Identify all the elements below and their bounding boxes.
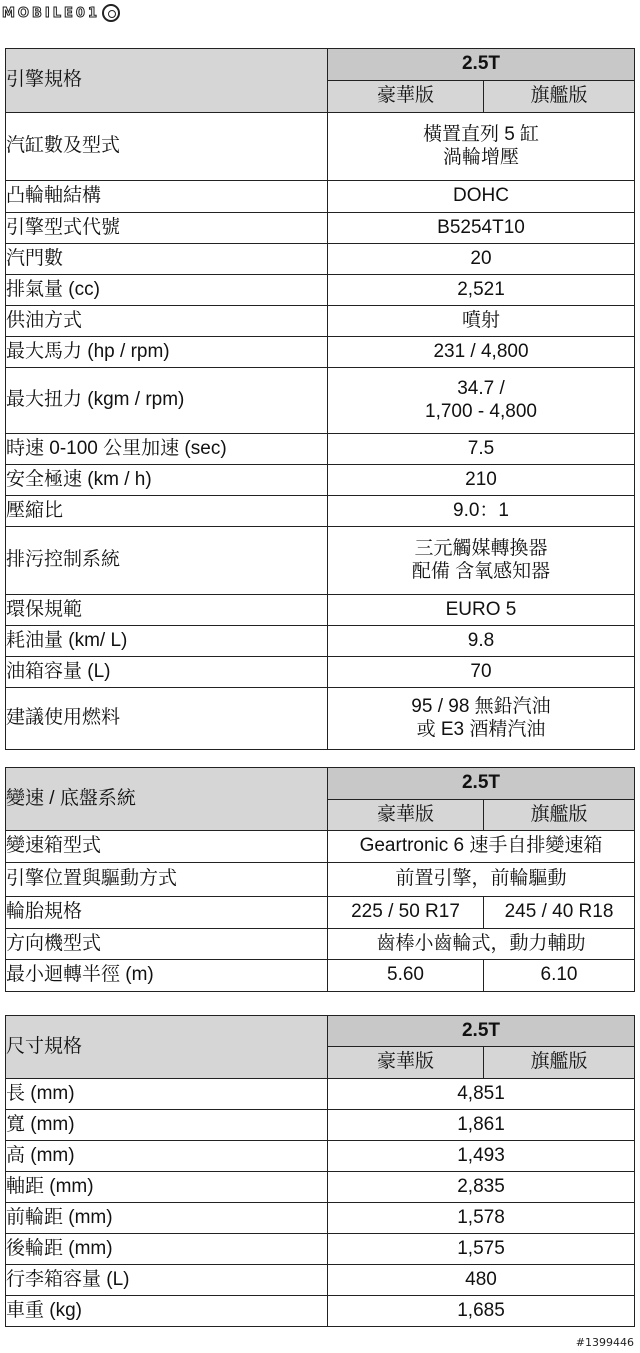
- table-row: [6, 595, 635, 626]
- spec-label: 方向機型式: [6, 929, 328, 960]
- spec-label: 壓縮比: [6, 496, 328, 527]
- spec-value: [328, 657, 635, 688]
- spec-label: 最大扭力 (kgm / rpm): [6, 368, 328, 434]
- table-row: [6, 1141, 635, 1172]
- spec-value-line: 1,700 - 4,800: [425, 400, 537, 422]
- spec-label: 油箱容量 (L): [6, 657, 328, 688]
- spec-value: 480: [328, 1265, 635, 1296]
- dimensions-section-title: 尺寸規格: [6, 1016, 328, 1079]
- spec-label: 高 (mm): [6, 1141, 328, 1172]
- spec-value-line: 9.0：1: [453, 499, 509, 521]
- table-row: [6, 527, 635, 595]
- table-row: [6, 863, 635, 897]
- table-row: [6, 1296, 635, 1327]
- transmission-model-header: 2.5T: [328, 768, 635, 800]
- table-row: [6, 244, 635, 275]
- table-row: [6, 465, 635, 496]
- table-row: [6, 657, 635, 688]
- spec-value-line: 7.5: [467, 437, 495, 459]
- dimensions-model-header: 2.5T: [328, 1016, 635, 1047]
- spec-value: [328, 213, 635, 244]
- spec-label: 凸輪軸結構: [6, 181, 328, 213]
- spec-value-luxury: 225 / 50 R17: [328, 897, 484, 929]
- spec-value: [328, 113, 635, 181]
- table-row: [6, 496, 635, 527]
- spec-value-flagship: 6.10: [484, 960, 635, 992]
- spec-value: [328, 465, 635, 496]
- engine-trim-flagship: 旗艦版: [484, 81, 635, 113]
- spec-value: [328, 181, 635, 213]
- spec-value-line: 9.8: [467, 629, 495, 651]
- spec-value: 1,493: [328, 1141, 635, 1172]
- transmission-spec-table: [5, 767, 635, 992]
- dimensions-trim-luxury: 豪華版: [328, 1047, 484, 1079]
- spec-value: [328, 368, 635, 434]
- engine-spec-table: [5, 48, 635, 750]
- watermark: #1399446: [575, 1336, 634, 1349]
- spec-value: [328, 595, 635, 626]
- mobile01-logo: [2, 2, 120, 24]
- spec-value: 1,685: [328, 1296, 635, 1327]
- spec-label: 寬 (mm): [6, 1110, 328, 1141]
- spec-label: 供油方式: [6, 306, 328, 337]
- spec-label: 最大馬力 (hp / rpm): [6, 337, 328, 368]
- spec-value: 1,575: [328, 1234, 635, 1265]
- spec-value-line: 三元觸媒轉換器: [414, 537, 548, 559]
- spec-value-line: EURO 5: [445, 598, 517, 620]
- spec-label: 汽門數: [6, 244, 328, 275]
- spec-value: 前置引擎，前輪驅動: [328, 863, 635, 897]
- spec-label: 最小迴轉半徑 (m): [6, 960, 328, 992]
- spec-value-line: 噴射: [461, 309, 500, 331]
- spec-value-line: 配備 含氧感知器: [411, 560, 551, 582]
- table-row: [6, 1079, 635, 1110]
- spec-label: 車重 (kg): [6, 1296, 328, 1327]
- table-row: [6, 831, 635, 863]
- spec-value: 1,578: [328, 1203, 635, 1234]
- spec-value-line: 2,521: [457, 278, 505, 300]
- spec-value-line: 210: [465, 468, 497, 490]
- spec-value-line: 橫置直列 5 缸: [422, 123, 540, 145]
- spec-label: 環保規範: [6, 595, 328, 626]
- spec-label: 行李箱容量 (L): [6, 1265, 328, 1296]
- spec-label: 引擎型式代號: [6, 213, 328, 244]
- spec-label: 後輪距 (mm): [6, 1234, 328, 1265]
- spec-value: 齒棒小齒輪式，動力輔助: [328, 929, 635, 960]
- transmission-trim-luxury: 豪華版: [328, 800, 484, 831]
- transmission-trim-flagship: 旗艦版: [484, 800, 635, 831]
- spec-value: [328, 275, 635, 306]
- spec-label: 變速箱型式: [6, 831, 328, 863]
- spec-label: 排污控制系統: [6, 527, 328, 595]
- table-row: [6, 337, 635, 368]
- table-row: [6, 1172, 635, 1203]
- table-row: [6, 275, 635, 306]
- spec-label: 排氣量 (cc): [6, 275, 328, 306]
- spec-label: 汽缸數及型式: [6, 113, 328, 181]
- table-row: [6, 626, 635, 657]
- spec-value: [328, 434, 635, 465]
- spec-label: 時速 0-100 公里加速 (sec): [6, 434, 328, 465]
- spec-value-line: 渦輪增壓: [442, 146, 519, 168]
- spec-value-line: 20: [470, 247, 492, 269]
- table-row: [6, 1203, 635, 1234]
- table-row: [6, 1265, 635, 1296]
- table-row: [6, 1110, 635, 1141]
- spec-value: [328, 306, 635, 337]
- dimensions-trim-flagship: 旗艦版: [484, 1047, 635, 1079]
- spec-value-line: 231 / 4,800: [433, 340, 529, 362]
- spec-label: 引擎位置與驅動方式: [6, 863, 328, 897]
- spec-value-line: 34.7 /: [457, 377, 505, 399]
- spec-value: 2,835: [328, 1172, 635, 1203]
- spec-label: 耗油量 (km/ L): [6, 626, 328, 657]
- spec-value-line: B5254T10: [437, 216, 525, 238]
- engine-model-header: 2.5T: [328, 49, 635, 81]
- table-row: [6, 434, 635, 465]
- spec-value: Geartronic 6 速手自排變速箱: [328, 831, 635, 863]
- engine-trim-luxury: 豪華版: [328, 81, 484, 113]
- spec-label: 軸距 (mm): [6, 1172, 328, 1203]
- spec-label: 輪胎規格: [6, 897, 328, 929]
- spec-value-line: DOHC: [453, 185, 509, 207]
- engine-section-title: 引擎規格: [6, 49, 328, 113]
- spec-value: [328, 626, 635, 657]
- spec-value: [328, 496, 635, 527]
- dimensions-spec-table: [5, 1015, 635, 1327]
- spec-label: 建議使用燃料: [6, 688, 328, 750]
- spec-label: 安全極速 (km / h): [6, 465, 328, 496]
- transmission-section-title: 變速 / 底盤系統: [6, 768, 328, 831]
- spec-value: 1,861: [328, 1110, 635, 1141]
- spec-value: 4,851: [328, 1079, 635, 1110]
- spec-value-line: 95 / 98 無鉛汽油: [411, 695, 551, 717]
- table-row: [6, 113, 635, 181]
- spec-value: [328, 244, 635, 275]
- spec-value-line: 或 E3 酒精汽油: [416, 718, 546, 740]
- logo-text: MOBILE01: [2, 5, 100, 21]
- table-row: [6, 213, 635, 244]
- table-row: [6, 897, 635, 929]
- table-row: [6, 929, 635, 960]
- spec-value-luxury: 5.60: [328, 960, 484, 992]
- spec-value-line: 70: [470, 660, 492, 682]
- spec-value-flagship: 245 / 40 R18: [484, 897, 635, 929]
- table-row: [6, 1234, 635, 1265]
- table-row: [6, 181, 635, 213]
- logo-emblem-icon: [102, 4, 120, 22]
- table-row: [6, 368, 635, 434]
- table-row: [6, 688, 635, 750]
- table-row: [6, 960, 635, 992]
- spec-value: [328, 337, 635, 368]
- spec-label: 長 (mm): [6, 1079, 328, 1110]
- spec-label: 前輪距 (mm): [6, 1203, 328, 1234]
- table-row: [6, 306, 635, 337]
- spec-value: [328, 527, 635, 595]
- spec-value: [328, 688, 635, 750]
